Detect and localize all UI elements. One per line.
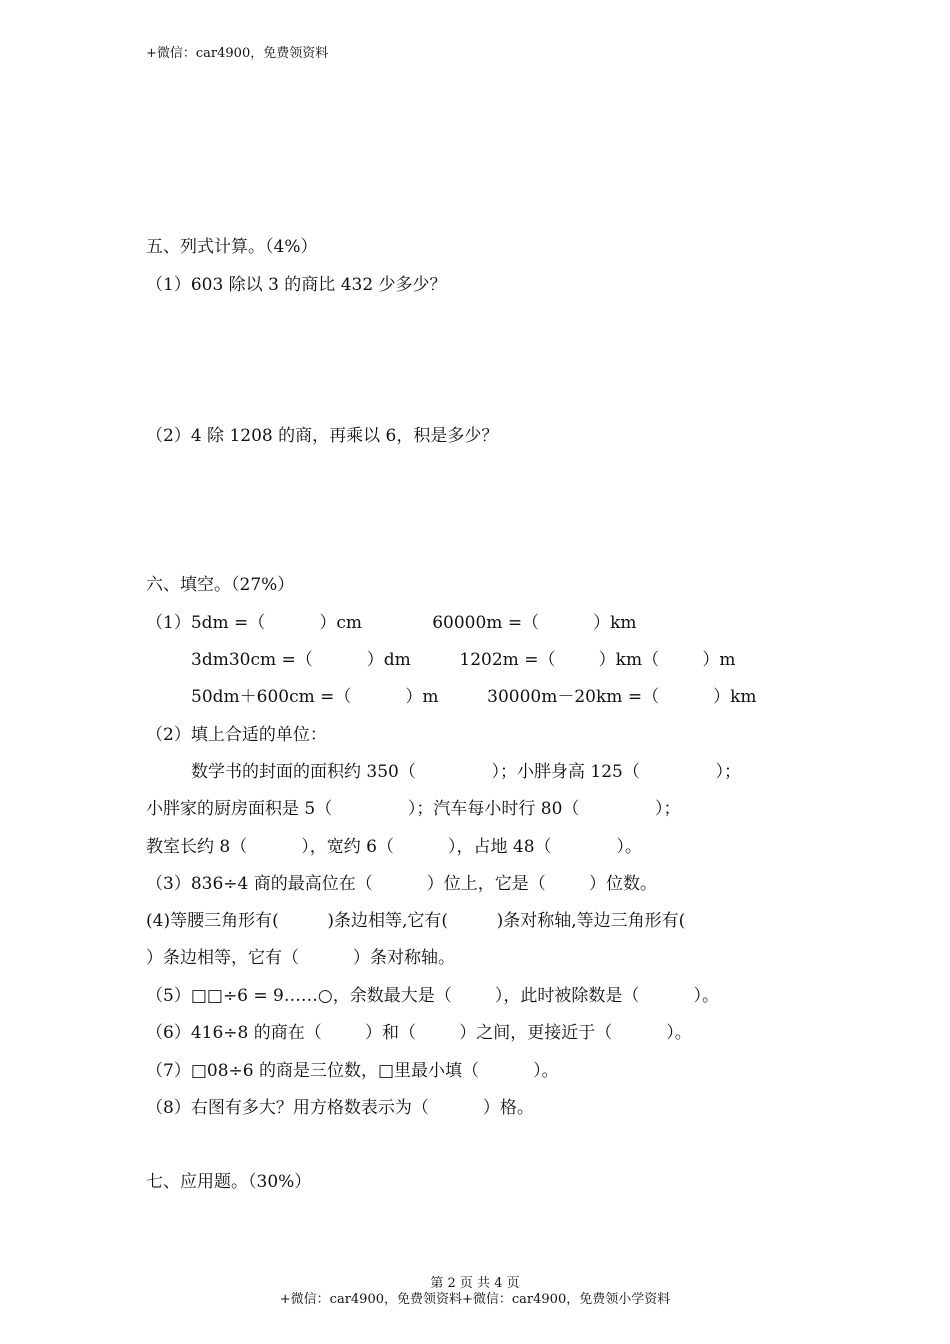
section-5-title: 五、列式计算。（4%） bbox=[146, 237, 318, 257]
section-6-q2-line-2: 小胖家的厨房面积是 5（ ）；汽车每小时行 80（ ）； bbox=[146, 799, 681, 819]
section-6-q2-line-3: 教室长约 8（ ），宽约 6（ ），占地 48（ ）。 bbox=[146, 837, 642, 857]
section-6-title: 六、填空。（27%） bbox=[146, 575, 295, 595]
section-5-question-1: （1）603 除以 3 的商比 432 少多少？ bbox=[146, 275, 447, 295]
section-5-question-2: （2）4 除 1208 的商，再乘以 6，积是多少？ bbox=[146, 426, 499, 446]
section-7-title: 七、应用题。（30%） bbox=[146, 1172, 312, 1192]
section-6-q2-line-1: 数学书的封面的面积约 350（ ）；小胖身高 125（ ）； bbox=[191, 762, 742, 782]
section-6-q1-row-3: 50dm＋600cm =（ ）m 30000m－20km =（ ）km bbox=[191, 687, 757, 707]
section-6-q4-line-1: (4)等腰三角形有( )条边相等,它有( )条对称轴,等边三角形有( bbox=[146, 911, 686, 931]
section-6-question-8: （8）右图有多大？用方格数表示为（ ）格。 bbox=[146, 1098, 534, 1118]
header-watermark: +微信：car4900，免费领资料 bbox=[146, 46, 329, 61]
section-6-q2-title: （2）填上合适的单位： bbox=[146, 725, 327, 745]
section-6-question-6: （6）416÷8 的商在（ ）和（ ）之间，更接近于（ ）。 bbox=[146, 1023, 692, 1043]
page-number: 第 2 页 共 4 页 bbox=[430, 1276, 520, 1291]
section-6-question-5: （5）□□÷6 = 9……○，余数最大是（ ），此时被除数是（ ）。 bbox=[146, 986, 719, 1006]
section-6-q4-line-2: ）条边相等，它有（ ）条对称轴。 bbox=[146, 948, 456, 968]
section-6-question-7: （7）□08÷6 的商是三位数，□里最小填（ ）。 bbox=[146, 1061, 559, 1081]
section-6-q1-row-1: （1）5dm =（ ）cm 60000m =（ ）km bbox=[146, 613, 637, 633]
footer-watermark: +微信：car4900，免费领资料+微信：car4900，免费领小学资料 bbox=[279, 1292, 671, 1307]
section-6-q1-row-2: 3dm30cm =（ ）dm 1202m =（ ）km（ ）m bbox=[191, 650, 736, 670]
section-6-question-3: （3）836÷4 商的最高位在（ ）位上，它是（ ）位数。 bbox=[146, 874, 657, 894]
